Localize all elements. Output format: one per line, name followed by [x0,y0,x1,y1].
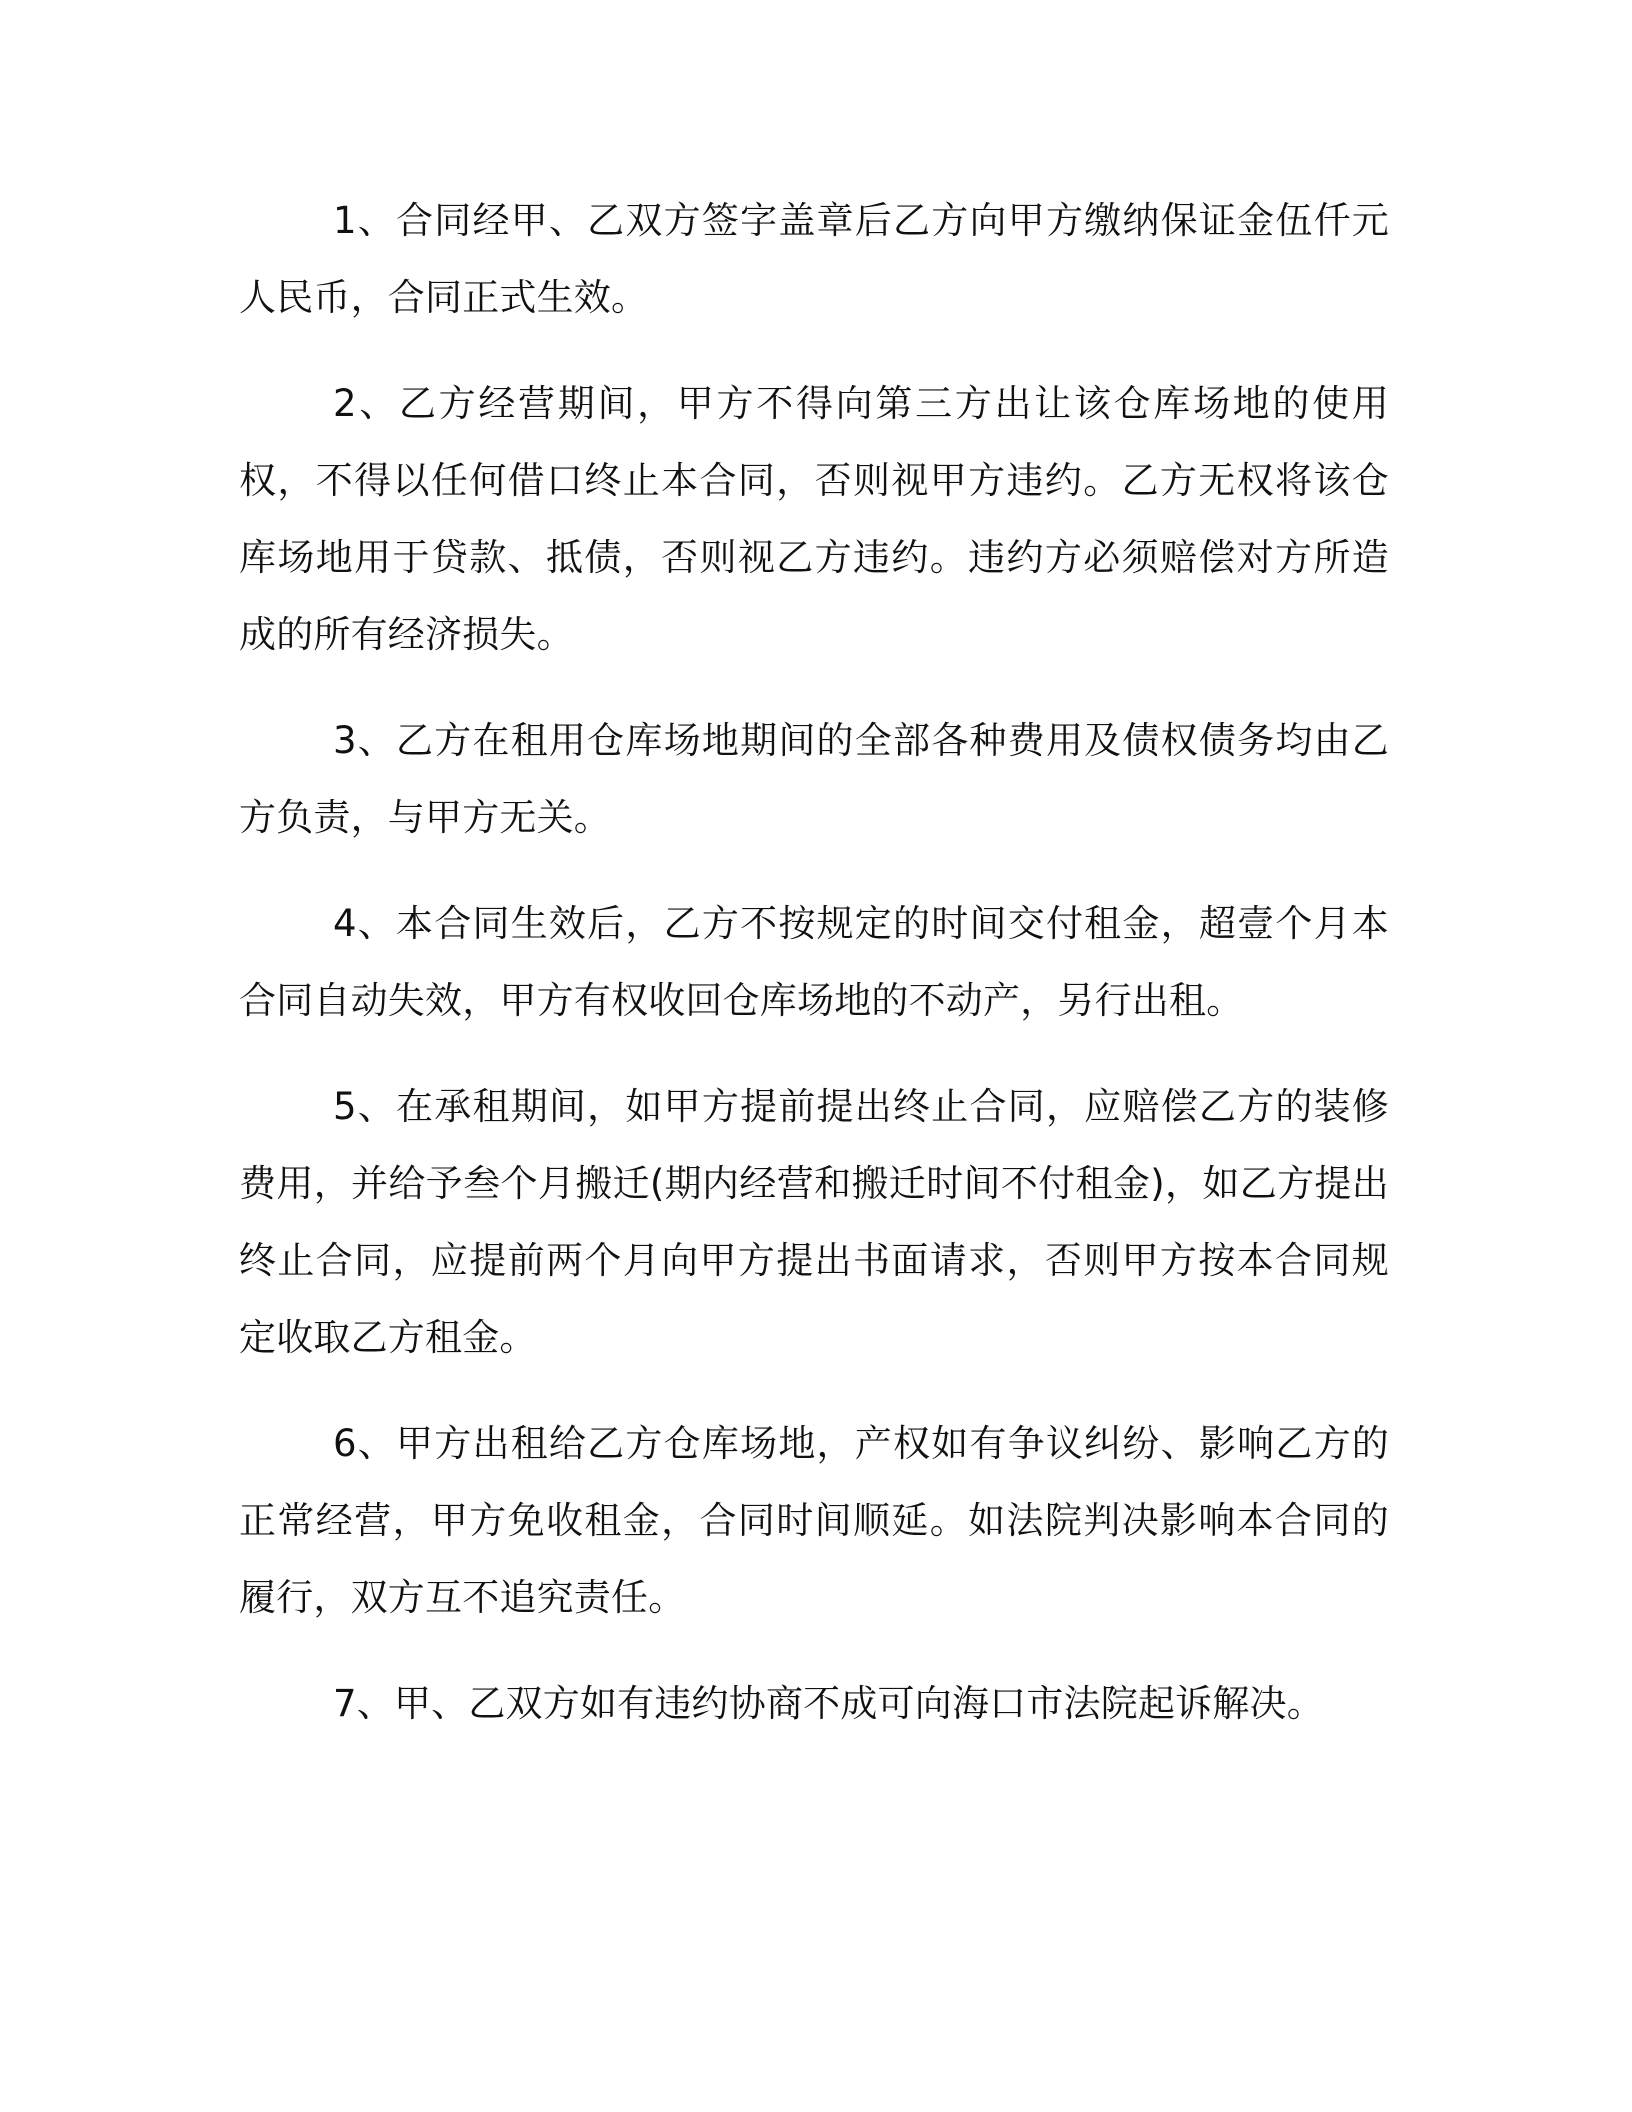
clause-7: 7、甲、乙双方如有违约协商不成可向海口市法院起诉解决。 [333,1682,1324,1725]
clause-1: 1、合同经甲、乙双方签字盖章后乙方向甲方缴纳保证金伍仟元人民币，合同正式生效。 [239,199,1389,319]
clause-5: 5、在承租期间，如甲方提前提出终止合同，应赔偿乙方的装修费用，并给予叁个月搬迁(期内经营和搬迁时间不付租金)，如乙方提出终止合同，应提前两个月向甲方提出书面请求，否则甲方按本合同规定收取乙方租金。 [239,1085,1389,1359]
clause-4: 4、本合同生效后，乙方不按规定的时间交付租金，超壹个月本合同自动失效，甲方有权收回仓库场地的不动产，另行出租。 [239,902,1389,1022]
clause-6: 6、甲方出租给乙方仓库场地，产权如有争议纠纷、影响乙方的正常经营，甲方免收租金，合同时间顺延。如法院判决影响本合同的履行，双方互不追究责任。 [239,1422,1389,1619]
contract-clauses [239,182,1389,1742]
clause-2: 2、乙方经营期间，甲方不得向第三方出让该仓库场地的使用权，不得以任何借口终止本合同，否则视甲方违约。乙方无权将该仓库场地用于贷款、抵债，否则视乙方违约。违约方必须赔偿对方所造成的所有经济损失。 [239,382,1389,656]
clause-3: 3、乙方在租用仓库场地期间的全部各种费用及债权债务均由乙方负责，与甲方无关。 [239,719,1389,839]
